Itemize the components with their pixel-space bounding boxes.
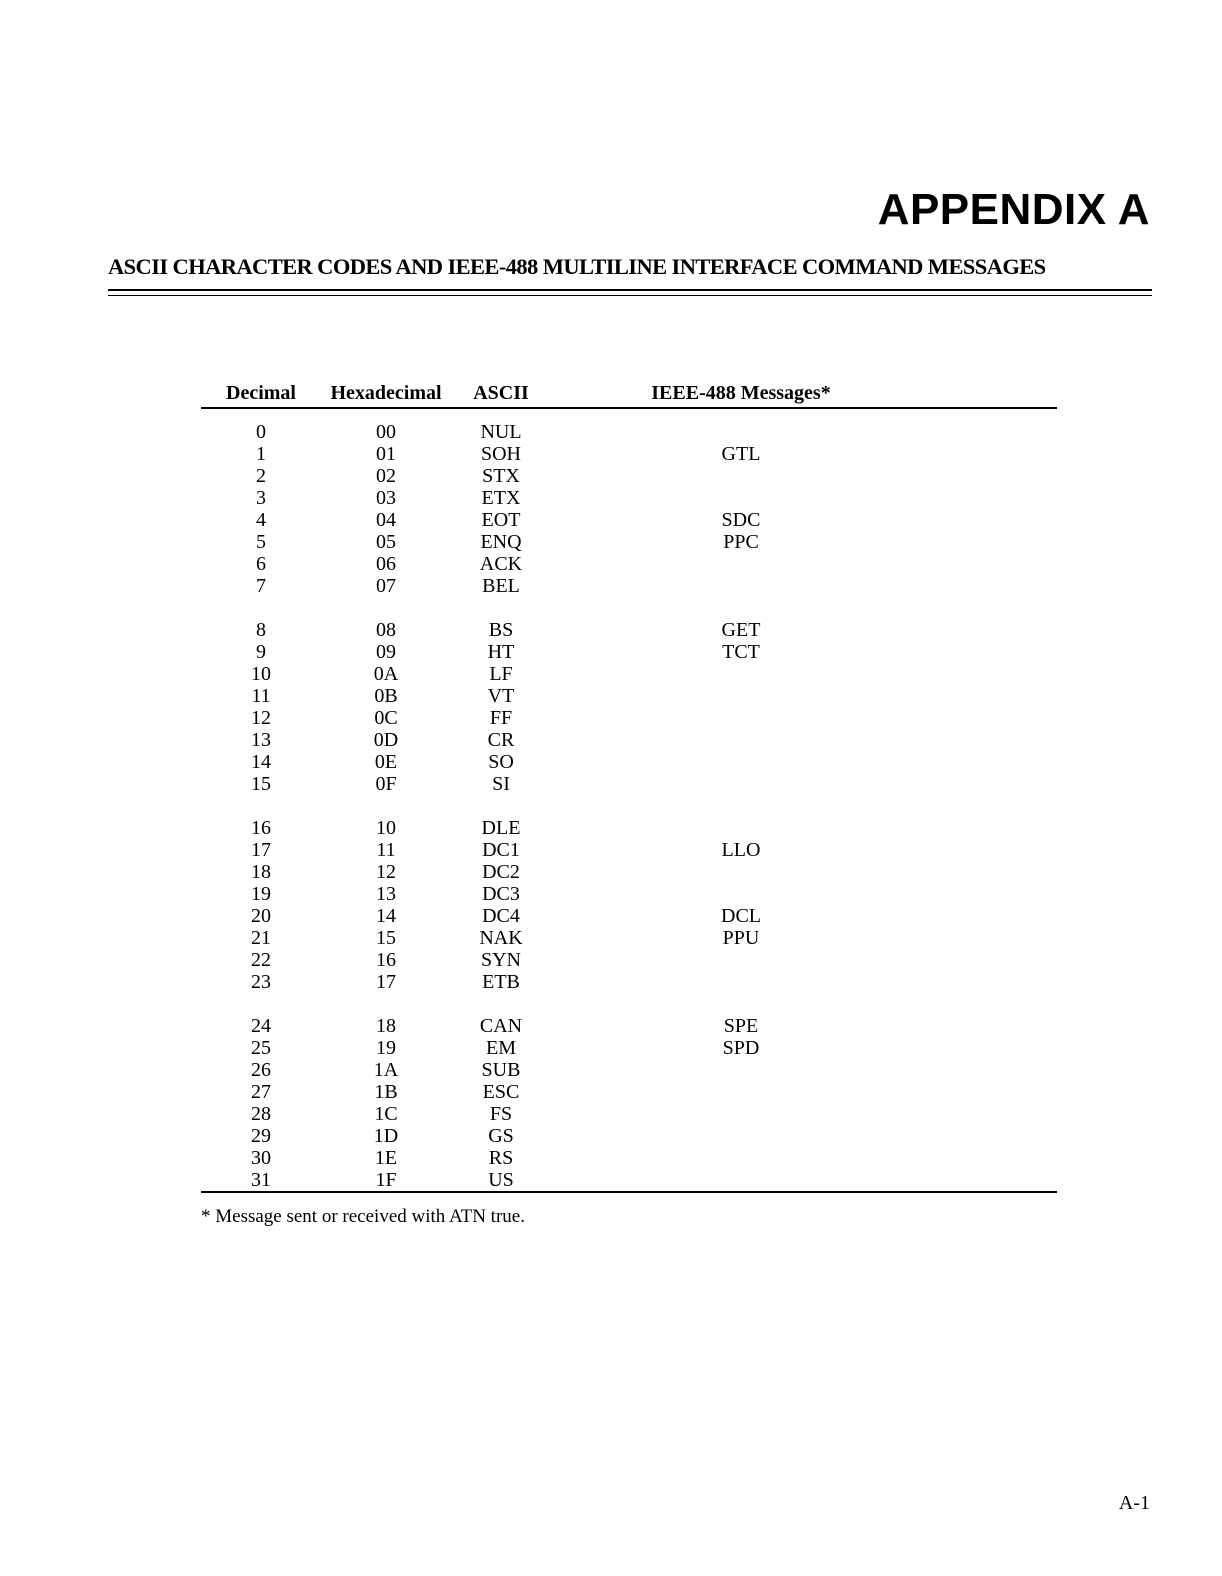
spacer-cell <box>931 465 1057 487</box>
message-cell <box>551 861 931 883</box>
decimal-cell: 0 <box>256 421 266 443</box>
ascii-cell: DC1 <box>482 839 520 861</box>
hex-cell: 16 <box>376 949 396 971</box>
title-rule-bottom <box>108 295 1152 296</box>
table-row <box>201 883 1057 905</box>
ascii-cell: US <box>451 1169 551 1192</box>
page-number: A-1 <box>1118 1492 1150 1514</box>
table-row <box>201 795 1057 839</box>
ascii-cell: BS <box>488 619 514 641</box>
ascii-cell: FS <box>489 1103 513 1125</box>
decimal-cell: 13 <box>251 729 271 751</box>
hex-cell: 1C <box>374 1103 398 1125</box>
table-body <box>201 408 1057 1192</box>
table-row <box>201 839 1057 861</box>
spacer-cell <box>931 575 1057 597</box>
decimal-cell: 29 <box>251 1125 271 1147</box>
column-header-messages: IEEE-488 Messages* <box>551 375 931 408</box>
ascii-cell: NAK <box>479 927 523 949</box>
message-cell <box>551 795 931 839</box>
spacer-cell <box>931 1103 1057 1125</box>
table-row <box>201 1125 1057 1147</box>
message-cell <box>551 487 931 509</box>
hex-cell: 00 <box>376 421 396 443</box>
decimal-cell: 20 <box>251 905 271 927</box>
table-row <box>201 707 1057 729</box>
spacer-cell <box>931 1059 1057 1081</box>
table-row <box>201 971 1057 993</box>
spacer-cell <box>931 751 1057 773</box>
decimal-cell: 4 <box>256 509 266 531</box>
ascii-cell: BEL <box>482 575 520 597</box>
spacer-cell <box>931 1081 1057 1103</box>
hex-cell: 0B <box>374 685 398 707</box>
code-table-container <box>201 375 1057 1193</box>
ascii-cell: SI <box>492 773 510 795</box>
spacer-cell <box>931 949 1057 971</box>
decimal-cell: 16 <box>251 817 271 839</box>
table-row <box>201 663 1057 685</box>
ascii-cell: FF <box>489 707 513 729</box>
spacer-cell <box>931 883 1057 905</box>
message-cell <box>551 729 931 751</box>
footnote: * Message sent or received with ATN true. <box>201 1206 525 1227</box>
hex-cell: 19 <box>376 1037 396 1059</box>
hex-cell: 07 <box>376 575 396 597</box>
decimal-cell: 23 <box>251 971 271 993</box>
table-row <box>201 408 1057 443</box>
ascii-cell: STX <box>482 465 520 487</box>
hex-cell: 15 <box>376 927 396 949</box>
ascii-cell: DC3 <box>482 883 520 905</box>
hex-cell: 1E <box>374 1147 398 1169</box>
spacer-cell <box>931 971 1057 993</box>
spacer-cell <box>931 707 1057 729</box>
spacer-cell <box>931 685 1057 707</box>
decimal-cell: 25 <box>251 1037 271 1059</box>
table-row <box>201 927 1057 949</box>
hex-cell: 05 <box>376 531 396 553</box>
message-cell: PPU <box>722 927 760 949</box>
decimal-cell: 18 <box>251 861 271 883</box>
column-header-ascii: ASCII <box>451 375 551 408</box>
spacer-cell <box>931 1169 1057 1192</box>
decimal-cell: 21 <box>251 927 271 949</box>
decimal-cell: 30 <box>251 1147 271 1169</box>
message-cell: GTL <box>721 443 761 465</box>
decimal-cell: 19 <box>251 883 271 905</box>
table-row <box>201 641 1057 663</box>
decimal-cell: 1 <box>256 443 266 465</box>
hex-cell: 18 <box>376 1015 396 1037</box>
message-cell <box>551 971 931 993</box>
decimal-cell: 5 <box>256 531 266 553</box>
column-header-decimal: Decimal <box>201 375 321 408</box>
ascii-cell: ACK <box>479 553 523 575</box>
hex-cell: 04 <box>376 509 396 531</box>
table-row <box>201 1147 1057 1169</box>
hex-cell: 1D <box>373 1125 399 1147</box>
table-row <box>201 729 1057 751</box>
spacer-cell <box>931 509 1057 531</box>
decimal-cell: 28 <box>251 1103 271 1125</box>
hex-cell: 13 <box>376 883 396 905</box>
spacer-cell <box>931 487 1057 509</box>
ascii-cell: RS <box>488 1147 514 1169</box>
decimal-cell: 11 <box>251 685 271 707</box>
spacer-cell <box>931 773 1057 795</box>
decimal-cell: 6 <box>256 553 266 575</box>
spacer-cell <box>931 1147 1057 1169</box>
message-cell: SPD <box>722 1037 760 1059</box>
ascii-cell: HT <box>487 641 515 663</box>
spacer-cell <box>931 443 1057 465</box>
decimal-cell: 14 <box>251 751 271 773</box>
table-row <box>201 905 1057 927</box>
spacer-cell <box>931 531 1057 553</box>
decimal-cell: 31 <box>201 1169 321 1192</box>
message-cell <box>551 1059 931 1081</box>
message-cell <box>551 408 931 443</box>
table-row <box>201 685 1057 707</box>
decimal-cell: 26 <box>251 1059 271 1081</box>
spacer-cell <box>931 641 1057 663</box>
table-header-row <box>201 375 1057 408</box>
table-row <box>201 443 1057 465</box>
message-cell: DCL <box>721 905 761 927</box>
ascii-cell: DLE <box>481 817 521 839</box>
spacer-cell <box>931 1037 1057 1059</box>
ascii-cell: SYN <box>480 949 521 971</box>
ascii-cell: DC2 <box>482 861 520 883</box>
table-row <box>201 1081 1057 1103</box>
decimal-cell: 15 <box>251 773 271 795</box>
spacer-cell <box>931 553 1057 575</box>
message-cell: SDC <box>721 509 761 531</box>
ascii-cell: GS <box>488 1125 514 1147</box>
ascii-cell: SO <box>488 751 514 773</box>
message-cell <box>551 883 931 905</box>
decimal-cell: 10 <box>251 663 271 685</box>
hex-cell: 0C <box>374 707 398 729</box>
decimal-cell: 8 <box>256 619 266 641</box>
spacer-cell <box>931 1125 1057 1147</box>
decimal-cell: 9 <box>256 641 266 663</box>
spacer-cell <box>931 795 1057 839</box>
spacer-cell <box>931 597 1057 641</box>
decimal-cell: 17 <box>251 839 271 861</box>
ascii-cell: VT <box>487 685 515 707</box>
ascii-cell: CR <box>487 729 515 751</box>
message-cell <box>551 751 931 773</box>
title-rule-top <box>108 289 1152 291</box>
hex-cell: 12 <box>376 861 396 883</box>
table-row <box>201 597 1057 641</box>
spacer-cell <box>931 729 1057 751</box>
hex-cell: 03 <box>376 487 396 509</box>
table-row <box>201 553 1057 575</box>
hex-cell: 17 <box>376 971 396 993</box>
table-row <box>201 1037 1057 1059</box>
hex-cell: 14 <box>376 905 396 927</box>
message-cell: SPE <box>723 1015 759 1037</box>
spacer-cell <box>931 839 1057 861</box>
decimal-cell: 27 <box>251 1081 271 1103</box>
message-cell <box>551 465 931 487</box>
ascii-cell: ETB <box>482 971 520 993</box>
ascii-cell: ETX <box>481 487 521 509</box>
message-cell <box>551 707 931 729</box>
table-row <box>201 531 1057 553</box>
table-row <box>201 575 1057 597</box>
spacer-cell <box>931 927 1057 949</box>
message-cell <box>551 1169 931 1192</box>
hex-cell: 09 <box>376 641 396 663</box>
hex-cell: 11 <box>376 839 396 861</box>
message-cell <box>551 685 931 707</box>
table-row <box>201 751 1057 773</box>
message-cell <box>551 663 931 685</box>
ascii-code-table <box>201 375 1057 1193</box>
hex-cell: 0E <box>374 751 398 773</box>
hex-cell: 1F <box>321 1169 451 1192</box>
ascii-cell: ENQ <box>480 531 522 553</box>
hex-cell: 0D <box>373 729 399 751</box>
message-cell <box>551 575 931 597</box>
message-cell <box>551 773 931 795</box>
spacer-cell <box>931 861 1057 883</box>
hex-cell: 0A <box>373 663 399 685</box>
spacer-cell <box>931 993 1057 1037</box>
hex-cell: 1B <box>374 1081 398 1103</box>
message-cell <box>551 553 931 575</box>
table-row <box>201 1169 1057 1192</box>
hex-cell: 01 <box>376 443 396 465</box>
message-cell <box>551 1081 931 1103</box>
spacer-cell <box>931 408 1057 443</box>
table-row <box>201 465 1057 487</box>
ascii-cell: NUL <box>480 421 522 443</box>
spacer-cell <box>931 905 1057 927</box>
ascii-cell: SOH <box>480 443 521 465</box>
table-row <box>201 487 1057 509</box>
message-cell <box>551 1147 931 1169</box>
table-row <box>201 1103 1057 1125</box>
table-row <box>201 949 1057 971</box>
ascii-cell: SUB <box>481 1059 521 1081</box>
hex-cell: 0F <box>375 773 397 795</box>
section-title: ASCII CHARACTER CODES AND IEEE-488 MULTILINE INTERFACE COMMAND MESSAGES <box>108 254 1046 279</box>
ascii-cell: EOT <box>481 509 521 531</box>
column-header-spacer <box>931 375 1057 408</box>
table-row <box>201 993 1057 1037</box>
table-row <box>201 1059 1057 1081</box>
decimal-cell: 22 <box>251 949 271 971</box>
message-cell: GET <box>721 619 761 641</box>
decimal-cell: 24 <box>251 1015 271 1037</box>
spacer-cell <box>931 663 1057 685</box>
decimal-cell: 2 <box>256 465 266 487</box>
message-cell <box>551 949 931 971</box>
decimal-cell: 12 <box>251 707 271 729</box>
table-row <box>201 773 1057 795</box>
appendix-heading: APPENDIX A <box>877 185 1150 234</box>
hex-cell: 1A <box>373 1059 399 1081</box>
ascii-cell: LF <box>489 663 513 685</box>
hex-cell: 02 <box>376 465 396 487</box>
table-row <box>201 861 1057 883</box>
column-header-hexadecimal: Hexadecimal <box>321 375 451 408</box>
message-cell <box>551 1125 931 1147</box>
decimal-cell: 7 <box>256 575 266 597</box>
ascii-cell: CAN <box>479 1015 523 1037</box>
message-cell: LLO <box>721 839 761 861</box>
message-cell: TCT <box>722 641 760 663</box>
message-cell: PPC <box>723 531 759 553</box>
ascii-cell: EM <box>486 1037 516 1059</box>
ascii-cell: ESC <box>482 1081 520 1103</box>
ascii-cell: DC4 <box>482 905 520 927</box>
decimal-cell: 3 <box>256 487 266 509</box>
table-row <box>201 509 1057 531</box>
hex-cell: 06 <box>376 553 396 575</box>
message-cell <box>551 1103 931 1125</box>
hex-cell: 10 <box>376 817 396 839</box>
hex-cell: 08 <box>376 619 396 641</box>
